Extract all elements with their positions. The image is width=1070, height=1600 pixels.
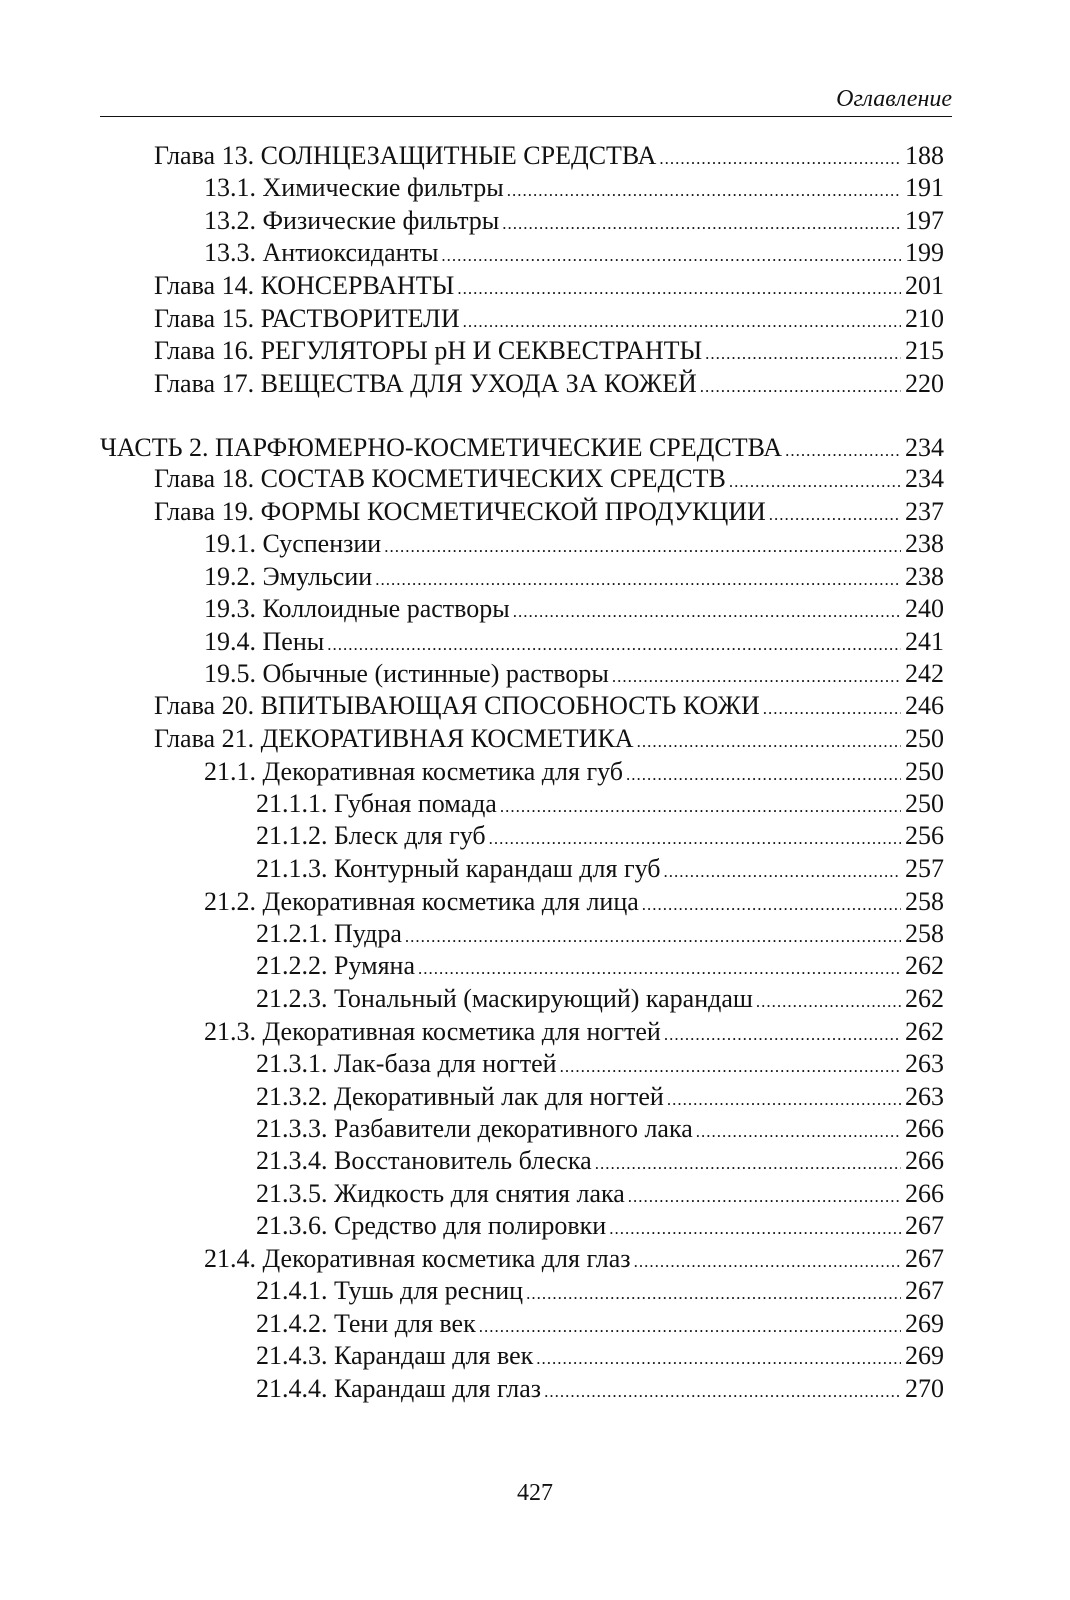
toc-entry — [256, 1113, 944, 1145]
toc-entry — [204, 593, 944, 625]
toc-entry-page: 263 — [905, 1082, 944, 1111]
toc-entry-page: 240 — [905, 594, 944, 623]
toc-entry-title: 19.4. Пены — [204, 627, 325, 656]
toc-entry — [204, 172, 944, 204]
dot-leader — [763, 693, 901, 725]
toc-entry-title: 21.3.2. Декоративный лак для ногтей — [256, 1082, 664, 1111]
toc-entry-title: Глава 18. СОСТАВ КОСМЕТИЧЕСКИХ СРЕДСТВ — [154, 464, 726, 493]
toc-entry-title: 19.3. Коллоидные растворы — [204, 594, 510, 623]
toc-entry — [256, 1048, 944, 1080]
toc-entry-page: 257 — [905, 854, 944, 883]
toc-entry-page: 269 — [905, 1309, 944, 1338]
toc-entry-page: 234 — [905, 433, 944, 462]
toc-entry-title: 13.2. Физические фильтры — [204, 206, 500, 235]
toc-entry — [204, 886, 944, 918]
dot-leader — [769, 499, 901, 531]
toc-entry-page: 241 — [905, 627, 944, 656]
toc-entry — [154, 723, 944, 755]
dot-leader — [507, 175, 901, 207]
toc-entry-title: 21.4.1. Тушь для ресниц — [256, 1276, 524, 1305]
dot-leader — [705, 338, 901, 370]
toc-entry — [256, 1308, 944, 1340]
toc-entry — [256, 1340, 944, 1372]
toc-entry-title: 21.1.1. Губная помада — [256, 789, 497, 818]
toc-entry-title: Глава 14. КОНСЕРВАНТЫ — [154, 271, 455, 300]
dot-leader — [502, 208, 901, 240]
dot-leader — [756, 986, 901, 1018]
toc-entry-title: 21.2.3. Тональный (маскирующий) карандаш — [256, 984, 753, 1013]
toc-entry — [154, 496, 944, 528]
toc-entry-title: 21.2.1. Пудра — [256, 919, 402, 948]
toc-entry — [204, 561, 944, 593]
toc-entry — [100, 432, 944, 464]
toc-entry-title: 21.1.2. Блеск для губ — [256, 821, 486, 850]
toc-entry-title: 21.4.3. Карандаш для век — [256, 1341, 534, 1370]
toc-entry — [154, 140, 944, 172]
toc-entry-page: 238 — [905, 562, 944, 591]
toc-entry-title: 19.5. Обычные (истинные) растворы — [204, 659, 609, 688]
toc-entry — [154, 270, 944, 302]
toc-entry — [154, 368, 944, 400]
toc-entry — [256, 1210, 944, 1242]
dot-leader — [375, 564, 901, 596]
toc-entry-page: 250 — [905, 724, 944, 753]
dot-leader — [696, 1116, 901, 1148]
toc-entry-page: 269 — [905, 1341, 944, 1370]
dot-leader — [729, 466, 901, 498]
toc-entry-page: 270 — [905, 1374, 944, 1403]
toc-entry-title: 13.1. Химические фильтры — [204, 173, 504, 202]
toc-entry-page: 258 — [905, 919, 944, 948]
dot-leader — [634, 1246, 901, 1278]
toc-entry — [204, 756, 944, 788]
toc-entry-title: 21.3.1. Лак-база для ногтей — [256, 1049, 557, 1078]
dot-leader — [664, 1019, 901, 1051]
toc-entry-title: 21.2. Декоративная косметика для лица — [204, 887, 639, 916]
toc-entry-title: Глава 21. ДЕКОРАТИВНАЯ КОСМЕТИКА — [154, 724, 634, 753]
dot-leader — [327, 629, 901, 661]
toc-entry-title: Глава 16. РЕГУЛЯТОРЫ рН И СЕКВЕСТРАНТЫ — [154, 336, 703, 365]
dot-leader — [628, 1181, 901, 1213]
toc-entry-page: 234 — [905, 464, 944, 493]
toc-entry-page: 246 — [905, 691, 944, 720]
toc-entry — [204, 1016, 944, 1048]
toc-entry-page: 258 — [905, 887, 944, 916]
toc-entry-page: 188 — [905, 141, 944, 170]
dot-leader — [642, 889, 901, 921]
toc-entry-page: 266 — [905, 1179, 944, 1208]
dot-leader — [536, 1343, 901, 1375]
toc-entry-page: 201 — [905, 271, 944, 300]
dot-leader — [457, 273, 901, 305]
toc-entry — [256, 1373, 944, 1405]
toc-entry — [154, 335, 944, 367]
dot-leader — [500, 791, 901, 823]
toc-entry-title: Глава 17. ВЕЩЕСТВА ДЛЯ УХОДА ЗА КОЖЕЙ — [154, 369, 697, 398]
dot-leader — [479, 1311, 901, 1343]
toc-entry-page: 267 — [905, 1244, 944, 1273]
toc-entry-page: 250 — [905, 757, 944, 786]
toc-entry — [256, 853, 944, 885]
dot-leader — [626, 759, 901, 791]
toc-entry-title: 21.4.2. Тени для век — [256, 1309, 476, 1338]
dot-leader — [700, 371, 901, 403]
toc-entry-page: 262 — [905, 951, 944, 980]
toc-entry — [204, 658, 944, 690]
dot-leader — [544, 1376, 901, 1408]
toc-entry-title: 21.4.4. Карандаш для глаз — [256, 1374, 542, 1403]
toc-entry-page: 210 — [905, 304, 944, 333]
toc-entry-title: 21.3.4. Восстановитель блеска — [256, 1146, 592, 1175]
toc-entry-page: 215 — [905, 336, 944, 365]
toc-entry — [154, 463, 944, 495]
toc-entry-title: 21.1. Декоративная косметика для губ — [204, 757, 623, 786]
dot-leader — [609, 1213, 901, 1245]
dot-leader — [489, 823, 901, 855]
dot-leader — [526, 1278, 901, 1310]
toc-entry — [256, 918, 944, 950]
toc-entry-page: 267 — [905, 1211, 944, 1240]
toc-entry-title: 21.4. Декоративная косметика для глаз — [204, 1244, 631, 1273]
dot-leader — [560, 1051, 901, 1083]
toc-entry-page: 242 — [905, 659, 944, 688]
toc-entry-page: 262 — [905, 984, 944, 1013]
toc-entry-page: 267 — [905, 1276, 944, 1305]
toc-entry — [256, 1178, 944, 1210]
toc-entry — [256, 788, 944, 820]
toc-entry-title: Глава 19. ФОРМЫ КОСМЕТИЧЕСКОЙ ПРОДУКЦИИ — [154, 497, 766, 526]
dot-leader — [418, 953, 901, 985]
toc-entry-title: 21.1.3. Контурный карандаш для губ — [256, 854, 661, 883]
dot-leader — [667, 1084, 901, 1116]
toc-entry-page: 220 — [905, 369, 944, 398]
toc-entry-page: 199 — [905, 238, 944, 267]
toc-entry-title: 21.3. Декоративная косметика для ногтей — [204, 1017, 661, 1046]
toc-entry-title: 21.3.3. Разбавители декоративного лака — [256, 1114, 693, 1143]
toc-entry-page: 197 — [905, 206, 944, 235]
toc-entry — [204, 528, 944, 560]
toc-entry-page: 250 — [905, 789, 944, 818]
toc-entry-page: 266 — [905, 1114, 944, 1143]
toc-entry-title: ЧАСТЬ 2. ПАРФЮМЕРНО-КОСМЕТИЧЕСКИЕ СРЕДСТВА — [100, 433, 783, 462]
toc-entry — [204, 1243, 944, 1275]
toc-entry-page: 191 — [905, 173, 944, 202]
toc-entry-page: 237 — [905, 497, 944, 526]
page-number: 427 — [517, 1480, 553, 1506]
toc-entry — [256, 983, 944, 1015]
toc-entry — [256, 820, 944, 852]
toc-entry-title: Глава 20. ВПИТЫВАЮЩАЯ СПОСОБНОСТЬ КОЖИ — [154, 691, 760, 720]
toc-entry — [204, 237, 944, 269]
toc-entry — [204, 205, 944, 237]
toc-entry-page: 263 — [905, 1049, 944, 1078]
toc-entry-title: 13.3. Антиоксиданты — [204, 238, 439, 267]
toc-entry-title: 19.1. Суспензии — [204, 529, 382, 558]
toc-entry-title: 21.3.6. Средство для полировки — [256, 1211, 607, 1240]
dot-leader — [441, 240, 901, 272]
toc-entry — [256, 1081, 944, 1113]
toc-entry — [154, 690, 944, 722]
toc-entry-title: Глава 13. СОЛНЦЕЗАЩИТНЫЕ СРЕДСТВА — [154, 141, 657, 170]
toc-entry-title: Глава 15. РАСТВОРИТЕЛИ — [154, 304, 460, 333]
toc-entry — [256, 1275, 944, 1307]
dot-leader — [664, 856, 901, 888]
toc-entry — [154, 303, 944, 335]
toc-entry-page: 238 — [905, 529, 944, 558]
dot-leader — [384, 531, 901, 563]
dot-leader — [595, 1148, 901, 1180]
dot-leader — [405, 921, 901, 953]
toc-entry — [204, 626, 944, 658]
toc-entry-title: 19.2. Эмульсии — [204, 562, 373, 591]
toc-entry-page: 266 — [905, 1146, 944, 1175]
toc-entry-title: 21.3.5. Жидкость для снятия лака — [256, 1179, 625, 1208]
running-header-title: Оглавление — [836, 86, 952, 112]
toc-entry-title: 21.2.2. Румяна — [256, 951, 415, 980]
dot-leader — [637, 726, 901, 758]
dot-leader — [463, 306, 901, 338]
dot-leader — [513, 596, 901, 628]
toc-entry-page: 256 — [905, 821, 944, 850]
dot-leader — [612, 661, 901, 693]
toc-entry — [256, 950, 944, 982]
dot-leader — [659, 143, 901, 175]
toc-entry — [256, 1145, 944, 1177]
toc-entry-page: 262 — [905, 1017, 944, 1046]
